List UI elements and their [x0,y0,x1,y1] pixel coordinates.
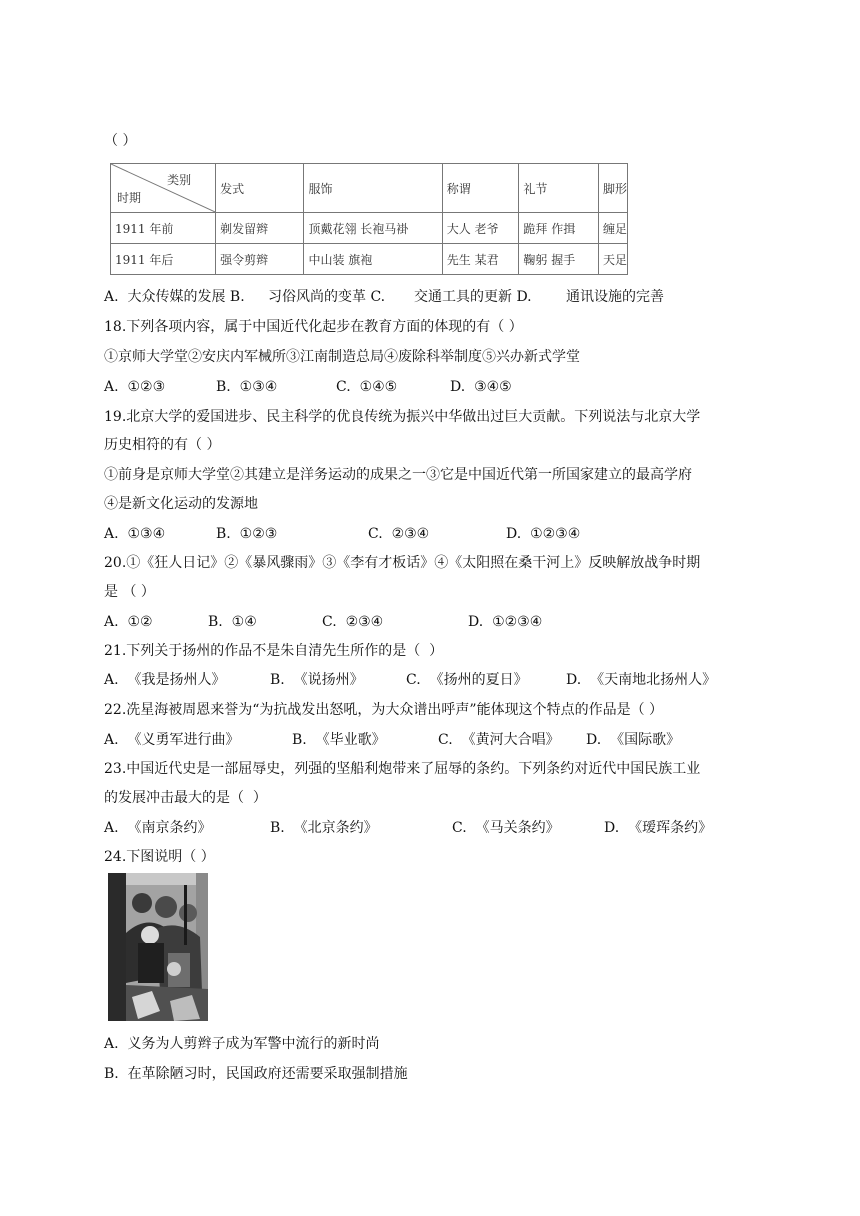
option-b[interactable]: 习俗风尚的变革 C. [268,289,386,305]
table-cell: 1911 年后 [111,244,216,275]
q20-stem-line1: 20.①《狂人日记》②《暴风骤雨》③《李有才板话》④《太阳照在桑干河上》反映解放战争时期 [104,555,701,571]
q19-stem-line2: 历史相符的有（ ） [104,437,221,453]
table-corner-cell [111,164,216,213]
header-cell: 发式 [216,164,304,213]
header-cell: 称谓 [442,164,519,213]
q21-stem: 21.下列关于扬州的作品不是朱自清先生所作的是（ ） [104,643,444,659]
historical-photo [108,873,208,1021]
option-b[interactable]: B. ①③④ [216,379,278,395]
table-cell: 1911 年前 [111,213,216,244]
q23-stem-line1: 23.中国近代史是一部屈辱史，列强的坚船利炮带来了屈辱的条约。下列条约对近代中国民族工业 [104,761,701,777]
option-d[interactable]: D. ①②③④ [468,614,543,630]
corner-period-label: 时期 [117,191,142,205]
option-d[interactable]: 通讯设施的完善 [566,289,664,305]
option-d[interactable]: D. ③④⑤ [450,379,512,395]
corner-category-label: 类别 [167,173,192,187]
customs-table [110,163,628,275]
table-cell: 先生 某君 [442,244,519,275]
option-d[interactable]: D. 《天南地北扬州人》 [566,672,717,688]
option-b[interactable]: B. 《北京条约》 [270,820,378,836]
option-b[interactable]: B. 《毕业歌》 [292,732,386,748]
option-a[interactable]: A. 《南京条约》 [104,820,212,836]
table-cell: 天足 [598,244,627,275]
option-d[interactable]: D. ①②③④ [506,526,581,542]
q24-option-a[interactable]: A. 义务为人剪辫子成为军警中流行的新时尚 [104,1036,380,1052]
table-row [111,213,628,244]
option-a[interactable]: A. ①② [104,614,153,630]
option-b[interactable]: B. ①④ [208,614,257,630]
q19-stem-line1: 19.北京大学的爱国进步、民主科学的优良传统为振兴中华做出过巨大贡献。下列说法与北京大学 [104,409,701,425]
q19-items-line2: ④是新文化运动的发源地 [104,496,258,512]
table-cell: 鞠躬 握手 [519,244,599,275]
option-a[interactable]: A. 《我是扬州人》 [104,672,226,688]
option-d[interactable]: D. 《国际歌》 [586,732,681,748]
photo-scene-graphic [108,873,208,1021]
option-c[interactable]: C. 《扬州的夏日》 [406,672,528,688]
table-cell: 缠足 [598,213,627,244]
option-b[interactable]: B. ①②③ [216,526,278,542]
table-cell: 跪拜 作揖 [519,213,599,244]
header-cell: 服饰 [304,164,442,213]
option-c[interactable]: C. 《黄河大合唱》 [438,732,560,748]
q17-paren: （ ） [104,133,137,149]
q23-stem-line2: 的发展冲击最大的是（ ） [104,790,267,806]
q20-stem-line2: 是 （ ） [104,584,155,600]
table-cell: 顶戴花翎 长袍马褂 [304,213,442,244]
option-c[interactable]: C. 《马关条约》 [452,820,560,836]
option-a[interactable]: A. 大众传媒的发展 B. [104,289,245,305]
option-a[interactable]: A. 《义勇军进行曲》 [104,732,240,748]
q24-option-b[interactable]: B. 在革除陋习时，民国政府还需要采取强制措施 [104,1066,408,1082]
q19-items-line1: ①前身是京师大学堂②其建立是洋务运动的成果之一③它是中国近代第一所国家建立的最高学府 [104,467,692,483]
q24-stem: 24.下图说明（ ） [104,849,215,865]
q22-stem: 22.冼星海被周恩来誉为“为抗战发出怒吼，为大众谱出呼声”能体现这个特点的作品是（ ） [104,702,664,718]
header-cell: 脚形 [598,164,627,213]
table-row [111,244,628,275]
table-cell: 剃发留辫 [216,213,304,244]
header-cell: 礼节 [519,164,599,213]
option-c[interactable]: C. ②③④ [322,614,384,630]
option-c[interactable]: C. ①④⑤ [336,379,398,395]
option-d[interactable]: D. 《瑷珲条约》 [604,820,713,836]
option-a[interactable]: A. ①③④ [104,526,166,542]
option-c[interactable]: 交通工具的更新 D. [414,289,532,305]
q18-stem: 18.下列各项内容，属于中国近代化起步在教育方面的体现的有（ ） [104,319,523,335]
option-c[interactable]: C. ②③④ [368,526,430,542]
table-cell: 大人 老爷 [442,213,519,244]
table-cell: 强令剪辫 [216,244,304,275]
table-cell: 中山装 旗袍 [304,244,442,275]
q18-items: ①京师大学堂②安庆内军械所③江南制造总局④废除科举制度⑤兴办新式学堂 [104,349,580,365]
option-b[interactable]: B. 《说扬州》 [270,672,364,688]
option-a[interactable]: A. ①②③ [104,379,166,395]
